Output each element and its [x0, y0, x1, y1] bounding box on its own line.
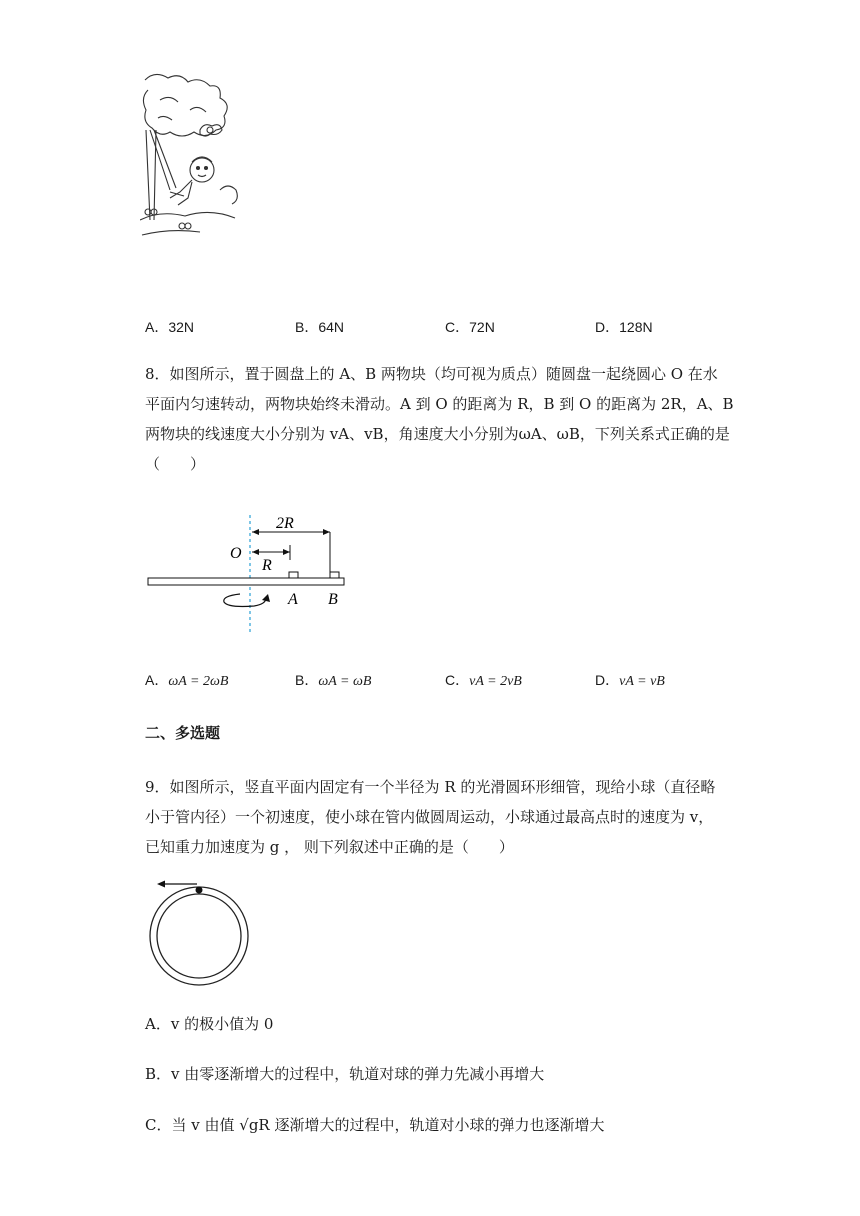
- q8-stem: [145, 359, 745, 479]
- q8-line-1: 8．如图所示，置于圆盘上的 A、B 两物块（均可视为质点）随圆盘一起绕圆心 O 在水: [145, 365, 718, 383]
- q9-option-a[interactable]: [145, 1009, 273, 1039]
- option-letter: B．: [295, 672, 319, 688]
- q9-line-1: 9．如图所示，竖直平面内固定有一个半径为 R 的光滑圆环形细管，现给小球（直径略: [145, 778, 716, 796]
- q8-line-4: （ ）: [145, 455, 206, 473]
- q8-option-d[interactable]: [595, 670, 665, 690]
- q8-disc-figure: [140, 510, 360, 635]
- q7-option-b[interactable]: [295, 317, 344, 337]
- label-B: B: [328, 591, 338, 608]
- label-A: A: [288, 591, 298, 608]
- q7-option-a[interactable]: [145, 317, 194, 337]
- option-text: vA = vB: [619, 674, 665, 689]
- option-letter: D．: [595, 672, 620, 688]
- option-letter: B．: [295, 319, 319, 335]
- option-letter: D．: [595, 319, 620, 335]
- option-text: 72N: [469, 319, 495, 335]
- option-letter: A．: [145, 319, 169, 335]
- swing-illustration: [140, 70, 240, 240]
- option-letter: A．: [145, 672, 169, 688]
- q8-option-b[interactable]: [295, 670, 371, 690]
- q8-option-c[interactable]: [445, 670, 522, 690]
- option-text: 32N: [168, 319, 195, 335]
- option-text: ωA = 2ωB: [168, 674, 229, 689]
- q7-option-c[interactable]: [445, 317, 495, 337]
- option-letter: B．: [145, 1065, 172, 1083]
- label-O: O: [230, 545, 242, 562]
- q9-line-3: 已知重力加速度为 g ， 则下列叙述中正确的是（ ）: [145, 838, 514, 856]
- option-letter: C．: [445, 672, 470, 688]
- option-text: 当 v 由值 √gR 逐渐增大的过程中，轨道对小球的弹力也逐渐增大: [171, 1116, 605, 1134]
- q9-option-b[interactable]: [145, 1059, 544, 1089]
- label-2R: 2R: [276, 515, 294, 532]
- option-letter: C．: [445, 319, 470, 335]
- section-title: 二、多选题: [145, 724, 221, 742]
- q8-line-2: 平面内匀速转动，两物块始终未滑动。A 到 O 的距离为 R，B 到 O 的距离为 2R，A、B: [145, 395, 734, 413]
- option-text: v 的极小值为 0: [170, 1015, 274, 1033]
- q9-stem: [145, 772, 745, 862]
- q9-ring-tube-figure: [145, 878, 255, 988]
- option-text: 64N: [318, 319, 345, 335]
- q9-line-2: 小于管内径）一个初速度，使小球在管内做圆周运动，小球通过最高点时的速度为 v，: [145, 808, 714, 826]
- option-text: 128N: [619, 319, 653, 335]
- q9-option-c[interactable]: [145, 1110, 605, 1140]
- option-text: ωA = ωB: [318, 674, 372, 689]
- label-R: R: [262, 557, 272, 574]
- option-text: vA = 2vB: [469, 674, 522, 689]
- q8-line-3: 两物块的线速度大小分别为 vA、vB，角速度大小分别为ωA、ωB，下列关系式正确的是: [145, 425, 730, 443]
- q7-option-d[interactable]: [595, 317, 653, 337]
- option-text: v 由零逐渐增大的过程中，轨道对球的弹力先减小再增大: [171, 1065, 545, 1083]
- option-letter: C．: [145, 1116, 172, 1134]
- option-letter: A．: [145, 1015, 171, 1033]
- q8-option-a[interactable]: [145, 670, 228, 690]
